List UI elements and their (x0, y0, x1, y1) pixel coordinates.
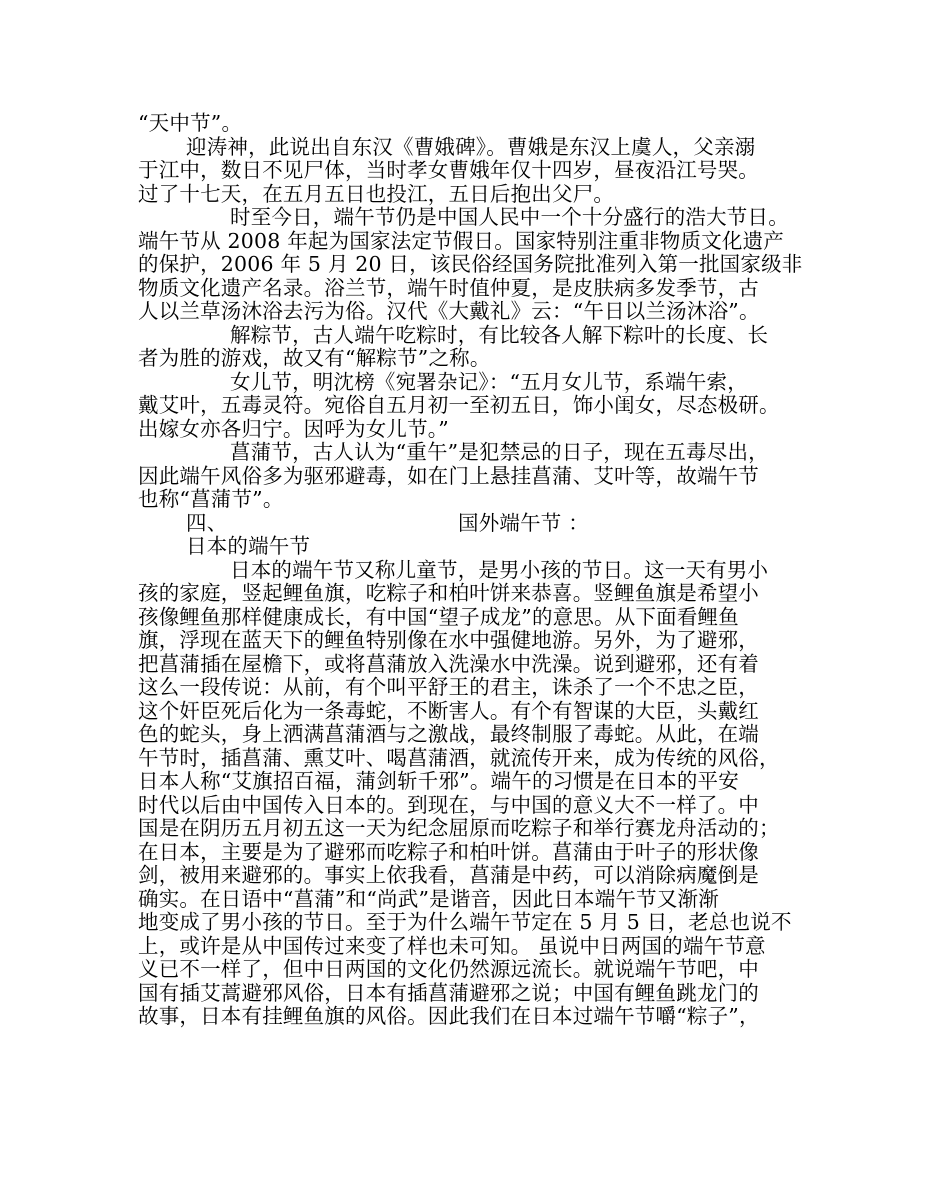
text-line: 色的蛇头，身上洒满菖蒲酒与之激战，最终制服了毒蛇。从此，在端 (138, 722, 759, 746)
text-line: 时代以后由中国传入日本的。到现在，与中国的意义大不一样了。中 (138, 792, 759, 817)
text-line: 确实。在日语中“菖蒲”和“尚武”是谐音，因此日本端午节又渐渐 (138, 886, 719, 911)
text-line: 国有插艾蒿避邪风俗，日本有插菖蒲避邪之说；中国有鲤鱼跳龙门的 (138, 980, 759, 1005)
text-line: 端午节从 2008 年起为国家法定节假日。国家特别注重非物质文化遗产 (138, 228, 785, 253)
paragraph-start: 迎涛神，此说出自东汉《曹娥碑》。曹娥是东汉上虞人，父亲溺 (186, 134, 756, 159)
paragraph-start: 女儿节，明沈榜《宛署杂记》：“五月女儿节，系端午索， (230, 369, 748, 394)
text-line: 物质文化遗产名录。浴兰节，端午时值仲夏，是皮肤病多发季节，古 (138, 275, 759, 300)
document-body (138, 112, 826, 1029)
text-line: 日本人称“艾旗招百福，蒲剑斩千邪”。端午的习惯是在日本的平安 (138, 769, 739, 793)
text-line: 故事，日本有挂鲤鱼旗的风俗。因此我们在日本过端午节嚼“粽子”， (138, 1004, 760, 1028)
paragraph-start: 解粽节，古人端午吃粽时，有比较各人解下粽叶的长度、长 (230, 322, 769, 347)
text-line: 的保护，2006 年 5 月 20 日，该民俗经国务院批准列入第一批国家级非 (138, 252, 803, 276)
text-line: “天中节”。 (138, 111, 243, 135)
text-line: 者为胜的游戏，故又有“解粽节”之称。 (138, 346, 491, 370)
text-line: 上，或许是从中国传过来变了样也未可知。 虽说中日两国的端午节意 (138, 933, 766, 958)
text-line: 午节时，插菖蒲、熏艾叶、喝菖蒲酒，就流传开来，成为传统的风俗， (138, 745, 780, 770)
text-line: 地变成了男小孩的节日。至于为什么端午节定在 5 月 5 日，老总也说不 (138, 910, 792, 934)
paragraph-start: 时至今日，端午节仍是中国人民中一个十分盛行的浩大节日。 (230, 205, 789, 229)
text-line: 戴艾叶，五毒灵符。宛俗自五月初一至初五日，饰小闺女，尽态极研。 (138, 393, 780, 417)
text-line: 旗，浮现在蓝天下的鲤鱼特别像在水中强健地游。另外，为了避邪， (138, 628, 759, 652)
paragraph-start: 菖蒲节，古人认为“重午”是犯禁忌的日子，现在五毒尽出， (230, 440, 769, 464)
subsection-title: 日本的端午节 (186, 534, 311, 558)
text-line: 在日本，主要是为了避邪而吃粽子和柏叶饼。菖蒲由于叶子的形状像 (138, 839, 759, 864)
section-number: 四、 (186, 510, 228, 535)
text-line: 义已不一样了，但中日两国的文化仍然源远流长。就说端午节吧，中 (138, 957, 759, 981)
text-line: 过了十七天，在五月五日也投江，五日后抱出父尸。 (138, 181, 615, 206)
text-line: 因此端午风俗多为驱邪避毒，如在门上悬挂菖蒲、艾叶等，故端午节 (138, 463, 759, 488)
text-line: 剑，被用来避邪的。事实上依我看，菖蒲是中药，可以消除病魔倒是 (138, 863, 759, 887)
text-line: 这个奸臣死后化为一条毒蛇，不断害人。有个有智谋的大臣，头戴红 (138, 698, 759, 723)
text-line: 孩像鲤鱼那样健康成长，有中国“望子成龙”的意思。从下面看鲤鱼 (138, 604, 739, 629)
text-line: 人以兰草汤沐浴去污为俗。汉代《大戴礼》云：“午日以兰汤沐浴”。 (138, 299, 760, 323)
text-line: 出嫁女亦各归宁。因呼为女儿节。” (138, 416, 449, 441)
paragraph-start: 日本的端午节又称儿童节，是男小孩的节日。这一天有男小 (230, 557, 769, 582)
section-title: 国外端午节 ： (458, 510, 589, 535)
text-line: 于江中，数日不见尸体，当时孝女曹娥年仅十四岁，昼夜沿江号哭。 (138, 158, 759, 182)
text-line: 也称“菖蒲节”。 (138, 487, 284, 511)
text-line: 把菖蒲插在屋檐下，或将菖蒲放入洗澡水中洗澡。说到避邪，还有着 (138, 651, 759, 676)
text-line: 孩的家庭，竖起鲤鱼旗，吃粽子和柏叶饼来恭喜。竖鲤鱼旗是希望小 (138, 581, 759, 605)
section-heading (138, 512, 826, 536)
text-line: 这么一段传说：从前，有个叫平舒王的君主，诛杀了一个不忠之臣， (138, 675, 759, 699)
text-line: 国是在阴历五月初五这一天为纪念屈原而吃粽子和举行赛龙舟活动的； (138, 816, 780, 840)
